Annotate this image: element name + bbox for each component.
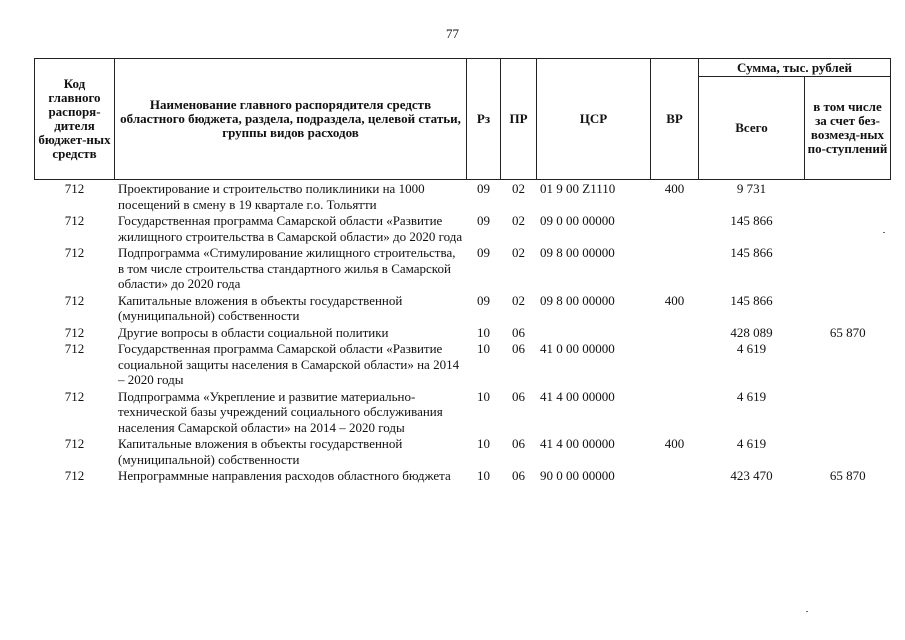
- cell-code: 712: [64, 213, 85, 228]
- cell-csr: 90 0 00 00000: [540, 468, 615, 483]
- table-row: [35, 244, 891, 292]
- cell-rz: 09: [477, 213, 490, 228]
- cell-gratuitous: 65 870: [829, 324, 866, 340]
- cell-total: 145 866: [730, 213, 773, 228]
- cell-name: Государственная программа Самарской области «Развитие жилищного строительства в Самарской области» до 2020 года: [118, 213, 463, 244]
- cell-csr: 41 4 00 00000: [540, 436, 615, 451]
- cell-csr: 09 8 00 00000: [540, 292, 615, 308]
- budget-table: [34, 58, 891, 484]
- cell-name: Непрограммные направления расходов областного бюджета: [118, 468, 451, 483]
- cell-pr: 02: [512, 292, 525, 308]
- header-vr: ВР: [651, 59, 699, 180]
- header-pr: ПР: [501, 59, 537, 180]
- cell-name: Капитальные вложения в объекты государственной (муниципальной) собственности: [118, 292, 403, 323]
- cell-rz: 10: [477, 324, 490, 340]
- table-row: [35, 340, 891, 388]
- cell-pr: 06: [512, 388, 525, 404]
- page-number: 77: [446, 26, 459, 41]
- cell-total: 423 470: [730, 468, 773, 483]
- table-row: [35, 324, 891, 341]
- header-sum: Сумма, тыс. рублей: [699, 59, 891, 77]
- cell-rz: 10: [477, 436, 490, 451]
- table-row: [35, 180, 891, 213]
- cell-total: 4 619: [736, 341, 767, 356]
- cell-pr: 06: [512, 324, 525, 340]
- cell-gratuitous: [805, 435, 891, 467]
- cell-pr: 06: [512, 468, 525, 483]
- cell-code: 712: [64, 292, 85, 308]
- cell-name: Государственная программа Самарской области «Развитие социальной защиты населения в Самарской области» на 2014 – 2020 годы: [118, 341, 460, 387]
- cell-rz: 10: [477, 388, 490, 404]
- cell-csr: 41 4 00 00000: [540, 388, 615, 404]
- cell-vr: [651, 324, 699, 341]
- cell-total: 145 866: [730, 292, 773, 308]
- cell-vr: 400: [664, 436, 685, 451]
- cell-vr: 400: [664, 181, 685, 196]
- cell-code: 712: [64, 245, 85, 260]
- cell-gratuitous: [805, 244, 891, 292]
- table-row: [35, 212, 891, 244]
- cell-gratuitous: [805, 388, 891, 436]
- table-row: [35, 388, 891, 436]
- cell-name: Капитальные вложения в объекты государственной (муниципальной) собственности: [118, 436, 403, 467]
- cell-total: 9 731: [736, 181, 767, 196]
- cell-csr: 09 0 00 00000: [540, 213, 615, 228]
- cell-vr: [651, 340, 699, 388]
- cell-pr: 02: [512, 245, 525, 260]
- cell-pr: 02: [512, 181, 525, 196]
- cell-vr: [651, 244, 699, 292]
- cell-csr: 09 8 00 00000: [540, 245, 615, 260]
- cell-rz: 10: [477, 341, 490, 356]
- cell-csr: 41 0 00 00000: [540, 341, 615, 356]
- table-row: [35, 467, 891, 484]
- cell-total: 145 866: [730, 245, 773, 260]
- cell-code: 712: [64, 181, 85, 196]
- scan-speck: [806, 611, 808, 612]
- cell-code: 712: [64, 341, 85, 356]
- header-name: Наименование главного распорядителя средств областного бюджета, раздела, подраздела, целевой статьи, группы видов расходов: [115, 59, 467, 180]
- scan-speck: [883, 232, 885, 233]
- cell-csr: [537, 324, 651, 341]
- header-csr: ЦСР: [537, 59, 651, 180]
- table-header: [35, 59, 891, 180]
- cell-total: 4 619: [736, 436, 767, 451]
- table-row: [35, 435, 891, 467]
- header-total: Всего: [699, 77, 805, 180]
- table-body: [35, 180, 891, 484]
- cell-name: Другие вопросы в области социальной политики: [118, 324, 389, 340]
- header-gratuitous: в том числе за счет без-возмезд-ных по-ступлений: [805, 77, 891, 180]
- cell-rz: 09: [477, 181, 490, 196]
- cell-vr: [651, 212, 699, 244]
- header-rz: Рз: [467, 59, 501, 180]
- cell-gratuitous: [805, 292, 891, 324]
- cell-gratuitous: [805, 340, 891, 388]
- cell-csr: 01 9 00 Z1110: [540, 181, 616, 196]
- cell-rz: 09: [477, 245, 490, 260]
- cell-rz: 10: [477, 468, 490, 483]
- cell-pr: 06: [512, 341, 525, 356]
- cell-name: Проектирование и строительство поликлиники на 1000 посещений в смену в 19 квартале г.о. Тольятти: [118, 181, 425, 212]
- cell-pr: 02: [512, 213, 525, 228]
- cell-vr: [651, 388, 699, 436]
- cell-code: 712: [64, 436, 85, 451]
- cell-gratuitous: [805, 180, 891, 213]
- cell-pr: 06: [512, 436, 525, 451]
- cell-gratuitous: [805, 212, 891, 244]
- cell-vr: [651, 467, 699, 484]
- table-row: [35, 292, 891, 324]
- cell-total: 4 619: [736, 388, 767, 404]
- cell-name: Подпрограмма «Стимулирование жилищного строительства, в том числе строительства стандартного жилья в Самарской области» до 2020 года: [118, 245, 456, 291]
- cell-code: 712: [64, 388, 85, 404]
- cell-code: 712: [64, 324, 85, 340]
- cell-code: 712: [64, 468, 85, 483]
- cell-vr: 400: [664, 292, 685, 308]
- cell-name: Подпрограмма «Укрепление и развитие материально-технической базы учреждений социального обслуживания населения Самарской области» на 2014 – 2020 годы: [118, 388, 443, 435]
- cell-total: 428 089: [730, 324, 773, 340]
- cell-gratuitous: 65 870: [829, 468, 866, 483]
- cell-rz: 09: [477, 292, 490, 308]
- header-code: Код главного распоря-дителя бюджет-ных средств: [35, 59, 115, 180]
